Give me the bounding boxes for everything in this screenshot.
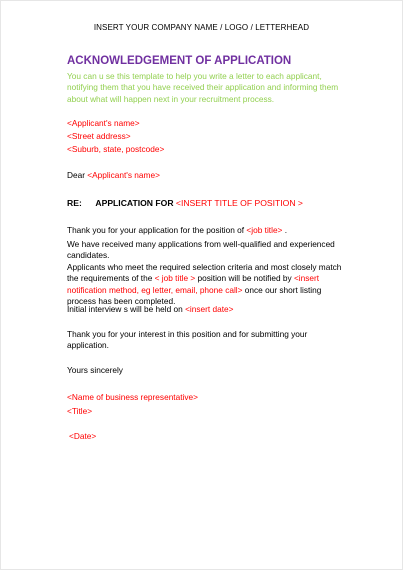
para2-line: candidates. bbox=[67, 250, 110, 261]
paragraph-1 bbox=[67, 225, 287, 236]
para5-line: application. bbox=[67, 340, 109, 351]
para3-line-3 bbox=[67, 285, 337, 296]
document-heading: ACKNOWLEDGEMENT OF APPLICATION bbox=[67, 55, 292, 67]
job-title-placeholder: <job title> bbox=[246, 225, 283, 235]
para3-line-4: process has been completed. bbox=[67, 295, 176, 306]
re-line bbox=[67, 198, 303, 208]
para3-line-2 bbox=[67, 273, 337, 284]
applicant-name-placeholder: <Applicant's name> bbox=[67, 118, 140, 128]
re-label: RE: bbox=[67, 198, 82, 208]
notification-method-placeholder: <insert bbox=[293, 273, 320, 284]
closing: Yours sincerely bbox=[67, 365, 123, 375]
paragraph-5 bbox=[67, 329, 337, 352]
position-title-placeholder: <INSERT TITLE OF POSITION > bbox=[175, 198, 303, 208]
interview-date-placeholder: <insert date> bbox=[185, 304, 234, 314]
paragraph-2 bbox=[67, 239, 337, 262]
salutation bbox=[67, 170, 160, 181]
salutation-dear: Dear bbox=[67, 170, 88, 180]
instruction-line: about what will happen next in your recruitment process. bbox=[67, 93, 275, 104]
letterhead-placeholder: INSERT YOUR COMPANY NAME / LOGO / LETTERHEAD bbox=[93, 23, 310, 32]
date-placeholder: <Date> bbox=[69, 431, 97, 441]
para3-text: once our short listing bbox=[242, 284, 322, 295]
para4-text: Initial interview s will be held on bbox=[67, 304, 186, 314]
job-title-placeholder: < job title > bbox=[154, 273, 196, 284]
instruction-line: You can u se this template to help you write a letter to each applicant, bbox=[67, 71, 322, 81]
para1-end: . bbox=[282, 225, 288, 235]
street-address-placeholder: <Street address> bbox=[67, 131, 131, 141]
template-instructions bbox=[67, 71, 367, 105]
representative-name-placeholder: <Name of business representative> bbox=[67, 392, 198, 402]
instruction-line: notifying them that you have received their application and informing them bbox=[67, 82, 339, 93]
para3-line-1: Applicants who meet the required selection criteria and most closely match bbox=[67, 262, 342, 272]
notification-method-placeholder: notification method, eg letter, email, phone call> bbox=[67, 284, 243, 295]
para5-line: Thank you for your interest in this position and for submitting your bbox=[67, 329, 308, 339]
para2-line: We have received many applications from well-qualified and experienced bbox=[67, 239, 335, 249]
paragraph-4 bbox=[67, 304, 234, 315]
re-title: APPLICATION FOR bbox=[95, 198, 176, 208]
suburb-placeholder: <Suburb, state, postcode> bbox=[67, 144, 165, 154]
para1-text: Thank you for your application for the position of bbox=[67, 225, 247, 235]
salutation-name-placeholder: <Applicant's name> bbox=[87, 170, 160, 180]
paragraph-3 bbox=[67, 262, 342, 307]
para3-text: position will be notified by bbox=[195, 273, 294, 284]
representative-title-placeholder: <Title> bbox=[67, 406, 93, 416]
para3-text: the requirements of the bbox=[67, 273, 155, 284]
